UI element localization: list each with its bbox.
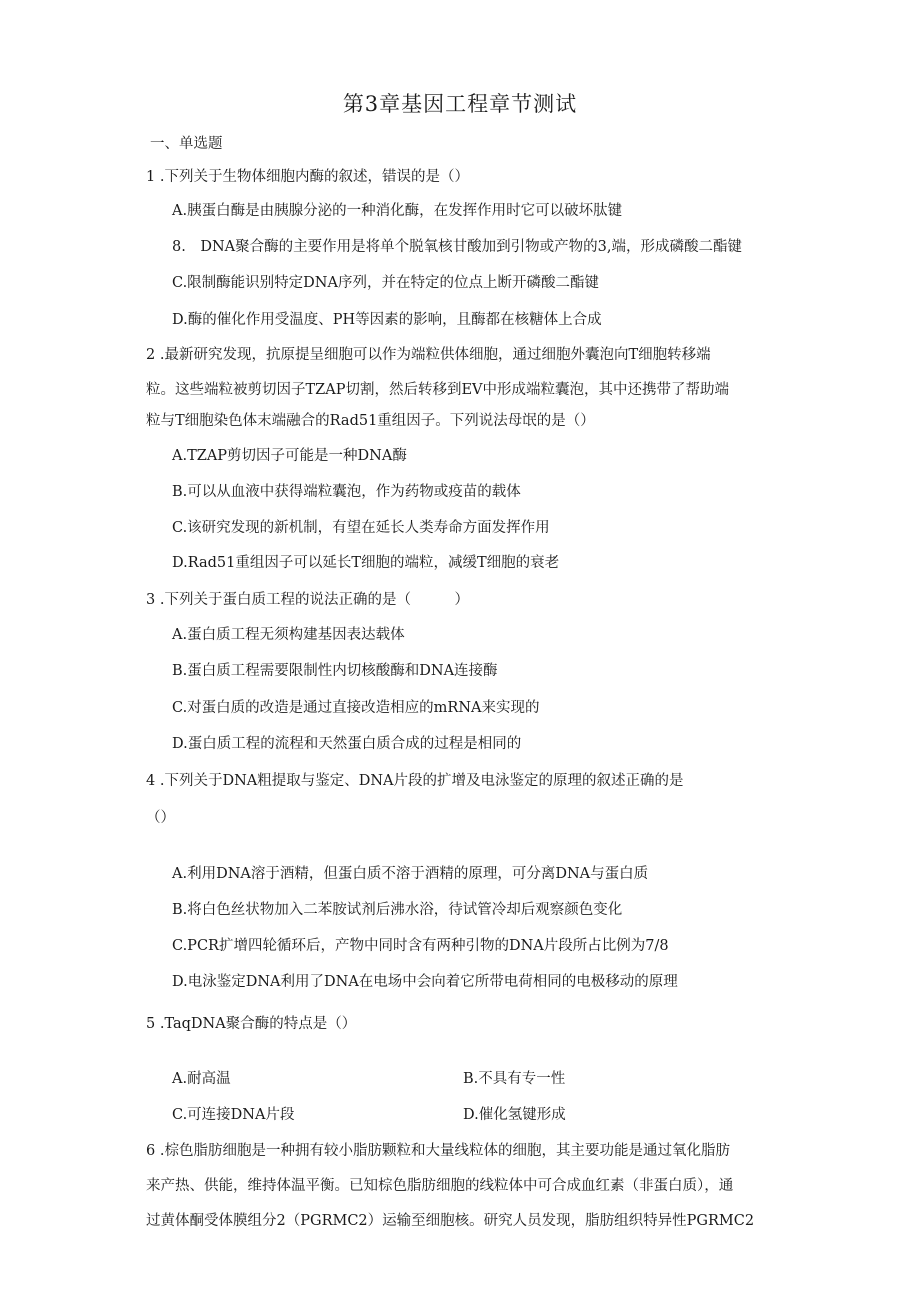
question-1-option-c: C.限制酶能识别特定DNA序列，并在特定的位点上断开磷酸二酯键 <box>172 275 599 291</box>
question-4-option-d: D.电泳鉴定DNA利用了DNA在电场中会向着它所带电荷相同的电极移动的原理 <box>172 974 678 990</box>
question-4-option-c: C.PCR扩增四轮循环后，产物中同时含有两种引物的DNA片段所占比例为7/8 <box>172 938 669 954</box>
question-2-option-c: C.该研究发现的新机制，有望在延长人类寿命方面发挥作用 <box>172 520 550 536</box>
question-2-stem-line-1: 2 .最新研究发现，抗原提呈细胞可以作为端粒供体细胞，通过细胞外囊泡向T细胞转移端 <box>146 347 711 363</box>
page-title: 第3章基因工程章节测试 <box>342 92 578 116</box>
question-2-option-a: A.TZAP剪切因子可能是一种DNA酶 <box>172 448 407 464</box>
question-2-option-b: B.可以从血液中获得端粒囊泡，作为药物或疫苗的载体 <box>172 484 521 500</box>
question-4-option-a: A.利用DNA溶于酒精，但蛋白质不溶于酒精的原理，可分离DNA与蛋白质 <box>172 866 649 882</box>
question-5-option-a: A.耐高温 <box>172 1071 231 1087</box>
question-2-stem-line-3: 粒与T细胞染色体末端融合的Rad51重组因子。下列说法母氓的是（） <box>146 413 595 429</box>
question-6-stem-line-2: 来产热、供能，维持体温平衡。已知棕色脂肪细胞的线粒体中可合成血红素（非蛋白质），通 <box>146 1178 734 1194</box>
question-4-option-b: B.将白色丝状物加入二苯胺试剂后沸水浴，待试管冷却后观察颜色变化 <box>172 902 623 918</box>
question-5-stem: 5 .TaqDNA聚合酶的特点是（） <box>146 1016 357 1032</box>
question-5-option-d: D.催化氢键形成 <box>463 1107 566 1123</box>
question-2-option-d: D.Rad51重组因子可以延长T细胞的端粒，减缓T细胞的衰老 <box>172 555 560 571</box>
question-3-option-b: B.蛋白质工程需要限制性内切核酸酶和DNA连接酶 <box>172 663 498 679</box>
question-1-stem: 1 .下列关于生物体细胞内酶的叙述，错误的是（） <box>146 169 469 185</box>
question-1-option-a: A.胰蛋白酶是由胰腺分泌的一种消化酶，在发挥作用时它可以破坏肽键 <box>172 203 623 219</box>
question-4-stem-line-2: （） <box>146 810 175 826</box>
question-6-stem-line-3: 过黄体酮受体膜组分2（PGRMC2）运输至细胞核。研究人员发现，脂肪组织特异性PGRMC2 <box>146 1213 755 1229</box>
question-3-option-c: C.对蛋白质的改造是通过直接改造相应的mRNA来实现的 <box>172 700 540 716</box>
question-3-option-a: A.蛋白质工程无须构建基因表达载体 <box>172 627 405 643</box>
question-1-option-b: 8. DNA聚合酶的主要作用是将单个脱氧核甘酸加到引物或产物的3,端，形成磷酸二酯键 <box>172 239 742 255</box>
question-3-stem: 3 .下列关于蛋白质工程的说法正确的是（ ） <box>146 592 469 608</box>
question-2-stem-line-2: 粒。这些端粒被剪切因子TZAP切割，然后转移到EV中形成端粒囊泡，其中还携带了帮助端 <box>146 382 730 398</box>
section-heading: 一、单选题 <box>150 136 223 152</box>
question-1-option-d: D.酶的催化作用受温度、PH等因素的影响，且酶都在核糖体上合成 <box>172 312 602 328</box>
question-3-option-d: D.蛋白质工程的流程和天然蛋白质合成的过程是相同的 <box>172 736 522 752</box>
question-6-stem-line-1: 6 .棕色脂肪细胞是一种拥有较小脂肪颗粒和大量线粒体的细胞，其主要功能是通过氧化脂肪 <box>146 1143 730 1159</box>
question-5-option-b: B.不具有专一性 <box>463 1071 566 1087</box>
question-5-option-c: C.可连接DNA片段 <box>172 1107 295 1123</box>
question-4-stem-line-1: 4 .下列关于DNA粗提取与鉴定、DNA片段的扩增及电泳鉴定的原理的叙述正确的是 <box>146 773 684 789</box>
